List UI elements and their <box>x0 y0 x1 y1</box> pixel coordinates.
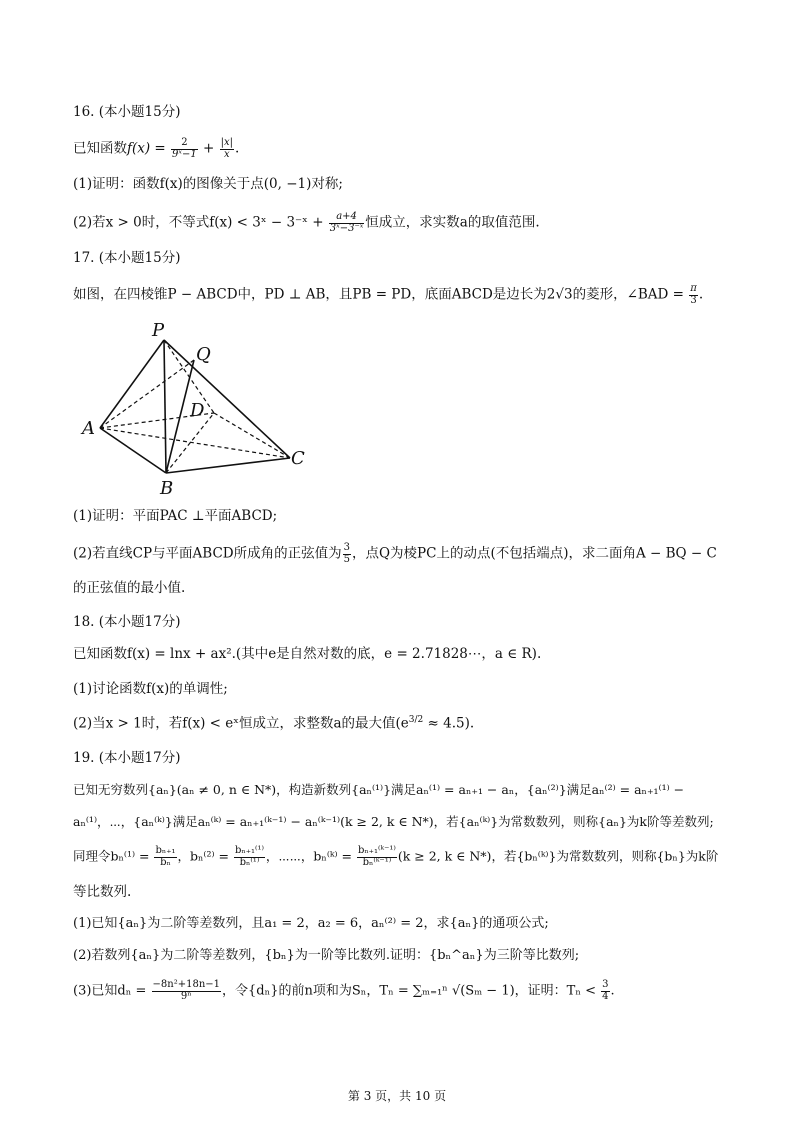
q19-frac3-num: bₙ₊₁⁽ᵏ⁻¹⁾ <box>357 845 396 856</box>
q17-intro-b: . <box>698 286 704 303</box>
q16-plus: + <box>198 140 219 157</box>
q17-intro-a: 如图，在四棱锥P − ABCD中，PD ⊥ AB，且PB = PD，底面ABCD是边长为2√3的菱形，∠BAD = <box>73 286 689 303</box>
q19-line1: 已知无穷数列{aₙ}(aₙ ≠ 0, n ∈ N*)，构造新数列{aₙ⁽¹⁾}满足aₙ⁽¹⁾ = aₙ₊₁ − aₙ，{aₙ⁽²⁾}满足aₙ⁽²⁾ = aₙ₊₁⁽¹⁾ − <box>73 782 685 797</box>
q16-part2-frac-den: 3ˣ−3⁻ˣ <box>329 222 364 234</box>
q17-part2-frac-den: 5 <box>343 553 350 565</box>
q16-frac1-den: 9ˣ−1 <box>172 148 197 160</box>
q19-frac1-den: bₙ <box>160 856 171 868</box>
q19-header: 19. (本小题17分) <box>73 750 181 766</box>
q17-part2-cont: 的正弦值的最小值. <box>73 580 186 596</box>
q19-part3-frac2-den: 4 <box>602 990 609 1002</box>
q17-intro-frac <box>689 284 698 306</box>
q16-frac1-num: 2 <box>171 138 198 150</box>
q19-frac1-num: bₙ₊₁ <box>155 845 176 856</box>
q16-frac2-num: |x| <box>220 137 233 148</box>
q16-frac2-den: x <box>223 148 230 160</box>
edge-PC <box>164 340 290 458</box>
page-footer: 第 3 页，共 10 页 <box>347 1089 447 1103</box>
q17-intro <box>73 284 703 306</box>
label-P: P <box>152 320 165 341</box>
q19-line3-a: 同理令bₙ⁽¹⁾ = <box>73 848 154 864</box>
q18-part2-a: (2)当x > 1时，若f(x) < eˣ恒成立，求整数a的最大值(e <box>73 715 409 732</box>
label-D: D <box>190 400 205 421</box>
q19-line2: aₙ⁽¹⁾，⋯，{aₙ⁽ᵏ⁾}满足aₙ⁽ᵏ⁾ = aₙ₊₁⁽ᵏ⁻¹⁾ − aₙ⁽ᵏ⁻¹⁾(k ≥ 2, k ∈ N*)，若{aₙ⁽ᵏ⁾}为常数数列，则称{aₙ}为k阶等差数列; <box>73 814 714 829</box>
q19-line3 <box>73 846 718 868</box>
q16-header: 16. (本小题15分) <box>73 104 181 120</box>
q17-header: 17. (本小题15分) <box>73 250 181 266</box>
q19-line3-c: ，⋯⋯，bₙ⁽ᵏ⁾ = <box>265 848 356 864</box>
q19-part3 <box>73 980 615 1002</box>
q16-frac2 <box>220 138 234 160</box>
label-Q: Q <box>196 344 211 365</box>
q17-part2-frac <box>343 543 351 565</box>
edge-BC <box>166 458 290 473</box>
q16-intro <box>73 138 239 160</box>
q16-frac1 <box>171 138 198 160</box>
q17-part2-b: ，点Q为棱PC上的动点(不包括端点)，求二面角A − BQ − C <box>351 545 717 562</box>
q19-frac2 <box>234 846 265 868</box>
edge-DC <box>214 413 290 458</box>
label-A: A <box>82 418 95 439</box>
q19-part3-c: . <box>610 983 615 999</box>
edge-AC <box>100 428 290 458</box>
q17-part1: (1)证明：平面PAC ⊥平面ABCD; <box>73 508 278 524</box>
q19-part3-frac2 <box>601 980 609 1002</box>
q18-part2-exp: 3/2 <box>408 715 424 725</box>
q17-part2-a: (2)若直线CP与平面ABCD所成角的正弦值为 <box>73 545 342 562</box>
q19-frac2-den: bₙ⁽¹⁾ <box>239 856 260 868</box>
q17-part2-frac-num: 3 <box>343 542 350 553</box>
q19-part3-a: (3)已知dₙ = <box>73 983 151 999</box>
label-B: B <box>160 478 174 498</box>
edge-PB <box>164 340 166 473</box>
q19-line3-d: (k ≥ 2, k ∈ N*)，若{bₙ⁽ᵏ⁾}为常数数列，则称{bₙ}为k阶 <box>397 848 719 864</box>
q16-func-lhs: f(x) = <box>127 140 171 157</box>
q18-part2-b: ≈ 4.5). <box>423 715 475 732</box>
q18-intro: 已知函数f(x) = lnx + ax².(其中e是自然对数的底，e = 2.71828⋯，a ∈ R). <box>73 646 542 662</box>
edge-AB <box>100 428 166 473</box>
q17-intro-frac-num: π <box>690 283 697 294</box>
q18-part1: (1)讨论函数f(x)的单调性; <box>73 681 228 697</box>
label-C: C <box>291 448 305 469</box>
q18-part2 <box>73 715 474 733</box>
q16-part2 <box>73 212 540 234</box>
q19-line4: 等比数列. <box>73 884 132 900</box>
q19-frac3 <box>357 846 397 868</box>
q19-part3-frac2-num: 3 <box>602 979 609 990</box>
q16-part2-frac-num: a+4 <box>329 212 364 224</box>
q17-part2 <box>73 543 717 565</box>
q19-part2: (2)若数列{aₙ}为二阶等差数列，{bₙ}为一阶等比数列.证明：{bₙ^aₙ}为三阶等比数列; <box>73 948 580 963</box>
pyramid-figure <box>78 318 318 498</box>
q19-part1: (1)已知{aₙ}为二阶等差数列，且a₁ = 2，a₂ = 6，aₙ⁽²⁾ = 2，求{aₙ}的通项公式; <box>73 916 549 931</box>
q19-part3-b: ，令{dₙ}的前n项和为Sₙ，Tₙ = ∑ₘ₌₁ⁿ √(Sₘ − 1)，证明：Tₙ < <box>222 983 601 999</box>
q19-frac2-num: bₙ₊₁⁽¹⁾ <box>234 845 264 856</box>
q19-part3-frac1-den: 9ⁿ <box>180 990 192 1002</box>
q17-intro-frac-den: 3 <box>690 294 697 306</box>
edge-PA <box>100 340 164 428</box>
q19-part3-frac1-num: −8n²+18n−1 <box>152 979 221 990</box>
q19-part3-frac1 <box>152 980 221 1002</box>
q16-part2-b: 恒成立，求实数a的取值范围. <box>365 214 540 231</box>
q16-part2-frac <box>329 212 364 234</box>
q19-line3-b: ，bₙ⁽²⁾ = <box>177 848 233 864</box>
q19-frac1 <box>154 846 176 868</box>
q16-part2-a: (2)若x > 0时，不等式f(x) < 3ˣ − 3⁻ˣ + <box>73 214 328 231</box>
q16-end: . <box>235 140 240 157</box>
q18-header: 18. (本小题17分) <box>73 614 181 630</box>
q16-part1: (1)证明：函数f(x)的图像关于点(0, −1)对称; <box>73 176 343 192</box>
q16-intro-text: 已知函数 <box>73 140 127 157</box>
q19-frac3-den: bₙ⁽ᵏ⁻¹⁾ <box>362 856 392 868</box>
